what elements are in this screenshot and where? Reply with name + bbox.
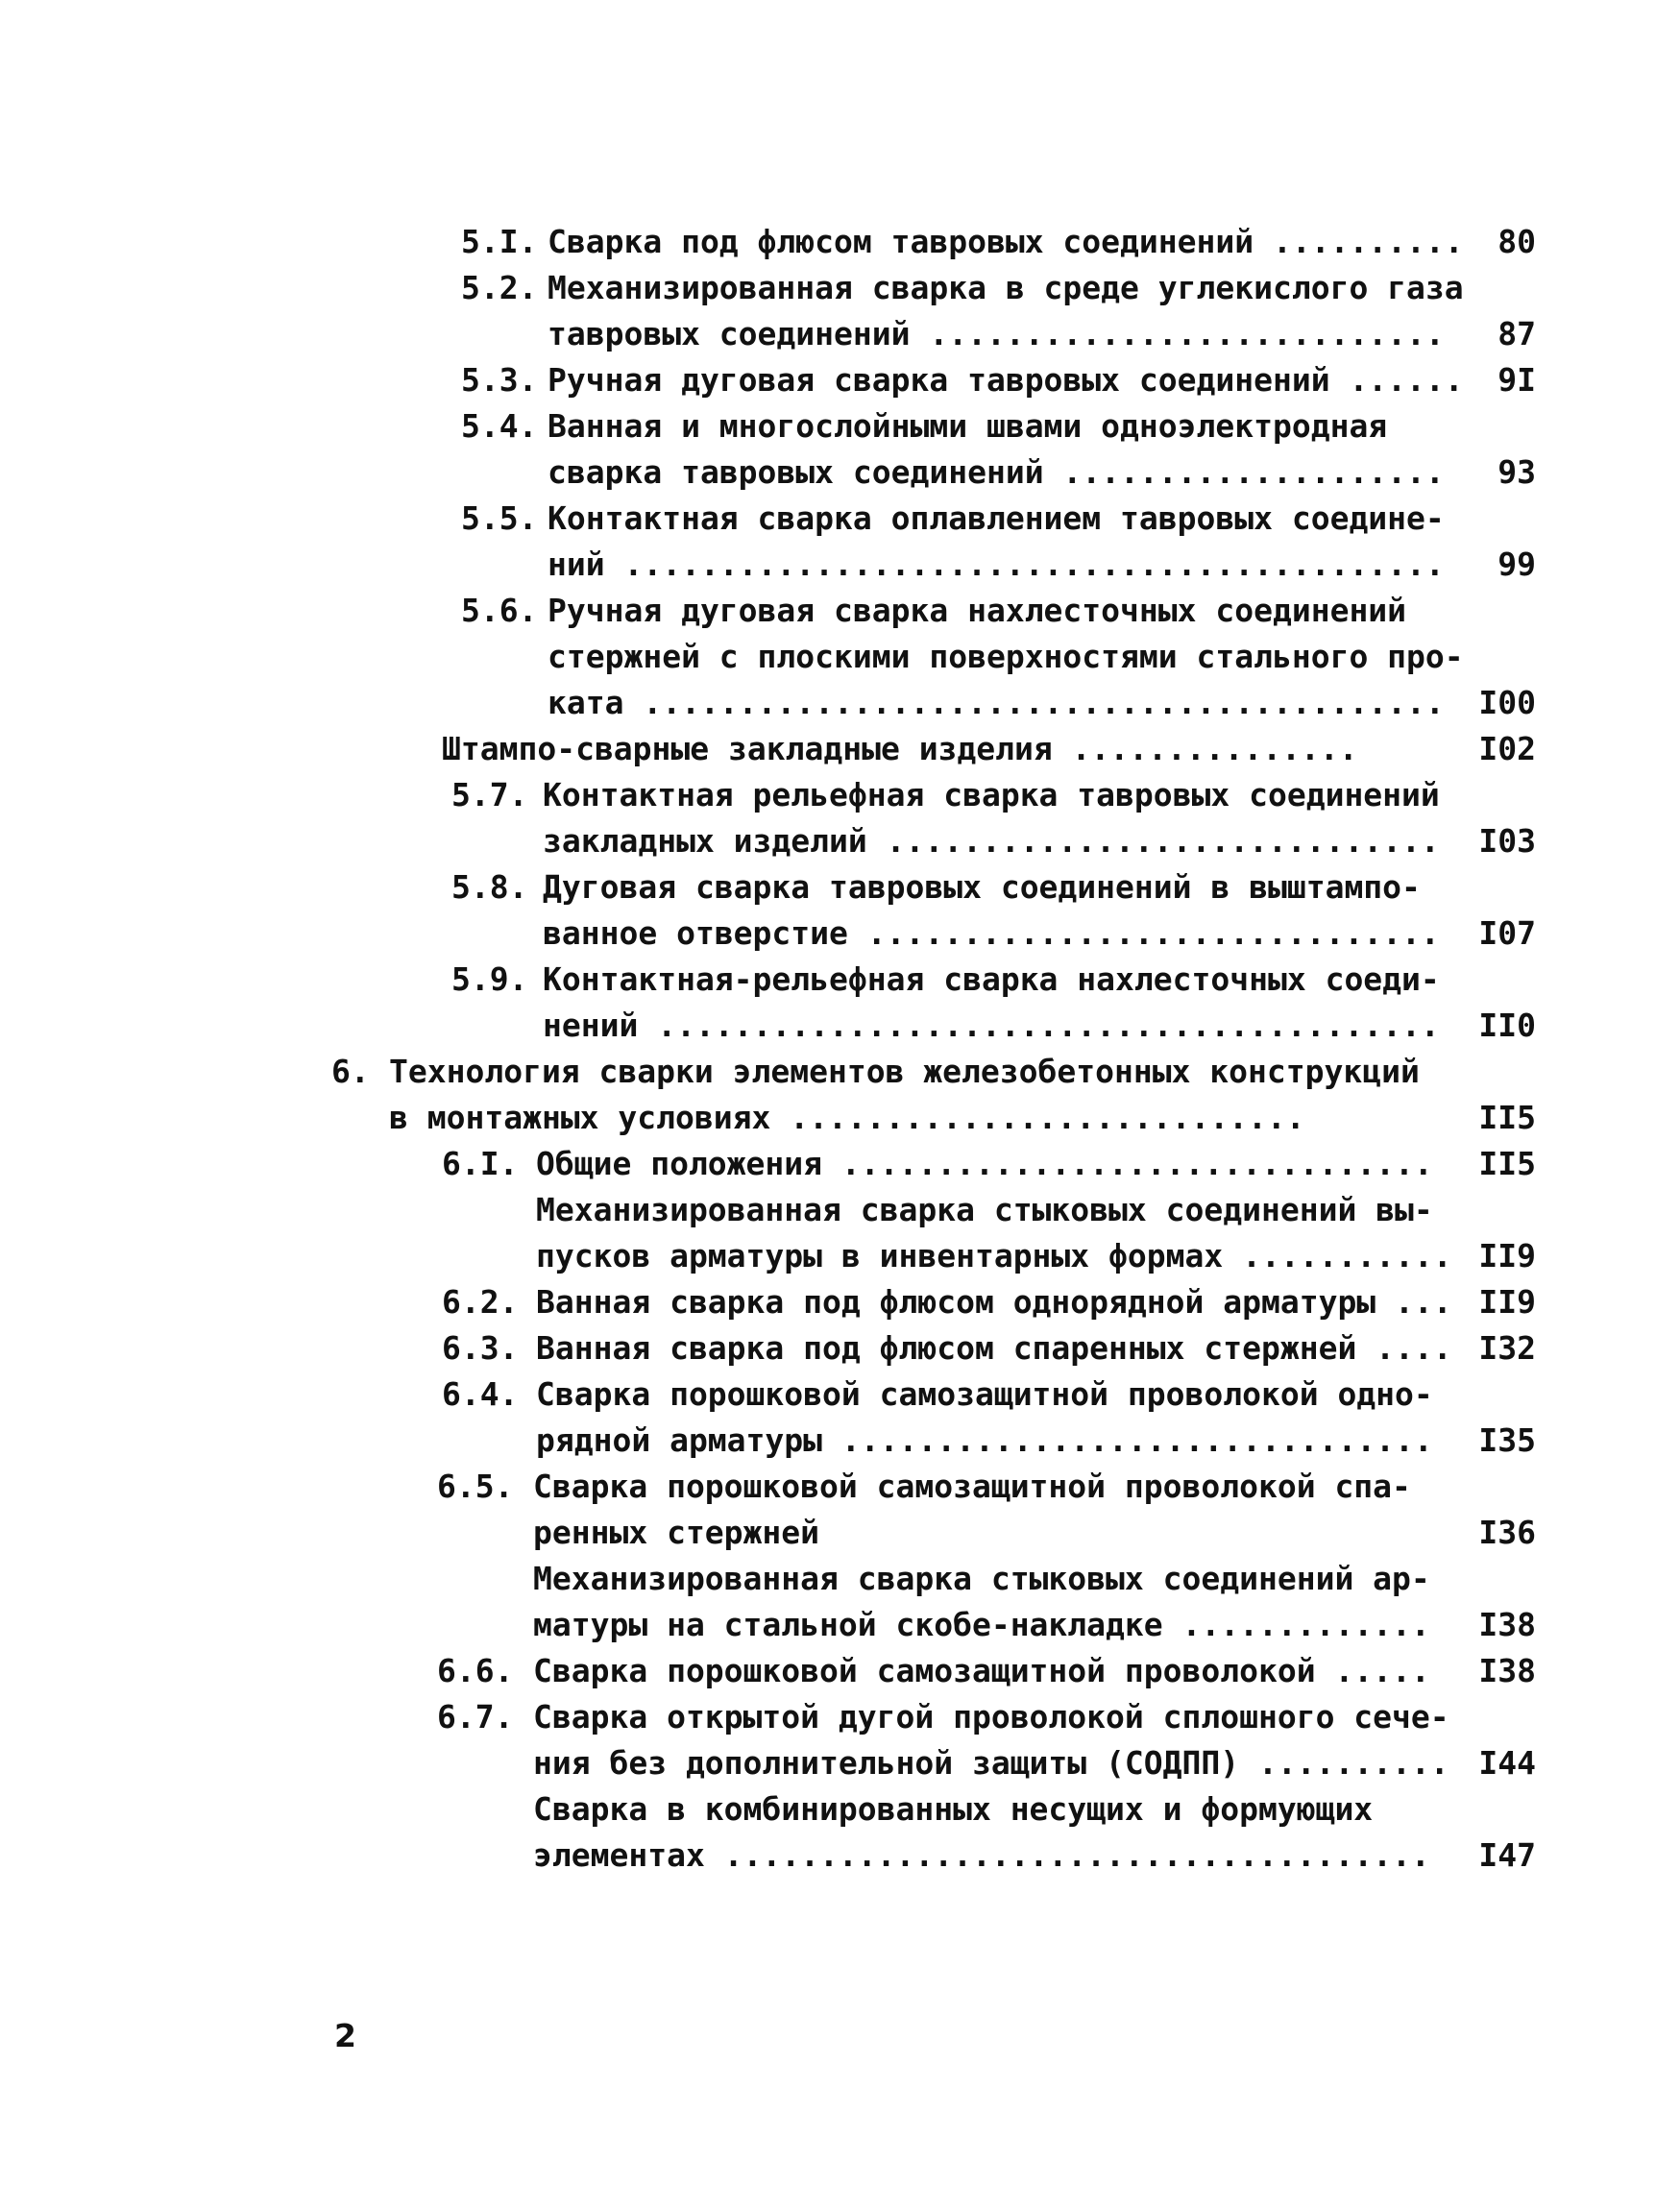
toc-entry-page: II9 (1478, 1283, 1536, 1321)
toc-entry-title: Ручная дуговая сварка тавровых соединений ...... (548, 361, 1464, 399)
toc-entry-number: 6.7. (437, 1698, 514, 1736)
toc-entry-number: 6. (331, 1053, 370, 1090)
toc-entry-title-continuation: стержней с плоскими поверхностями стального про- (548, 638, 1464, 675)
toc-entry-title: Ванная сварка под флюсом однорядной арматуры ... (536, 1283, 1452, 1321)
toc-entry-page: II5 (1478, 1145, 1536, 1182)
toc-entry-page: I36 (1478, 1514, 1536, 1551)
toc-entry-page: I02 (1478, 730, 1536, 767)
toc-entry-title-continuation: матуры на стальной скобе-накладке ............. (533, 1606, 1430, 1643)
toc-entry-title: Сварка под флюсом тавровых соединений .......... (548, 223, 1464, 260)
toc-entry-number: 6.3. (442, 1329, 519, 1367)
toc-entry-title-continuation: в монтажных условиях ........................... (389, 1099, 1305, 1136)
toc-entry-title: Сварка порошковой самозащитной проволокой спа- (533, 1468, 1411, 1505)
toc-entry-page: I38 (1478, 1606, 1536, 1643)
toc-entry-title: Контактная рельефная сварка тавровых соединений (543, 776, 1440, 813)
toc-entry-page: I35 (1478, 1421, 1536, 1459)
toc-entry-number: 5.9. (451, 960, 528, 998)
toc-entry-title: Контактная-рельефная сварка нахлесточных соеди- (543, 960, 1440, 998)
toc-entry-title-continuation: ванное отверстие .............................. (543, 914, 1440, 952)
toc-entry-page: I32 (1478, 1329, 1536, 1367)
toc-entry-page: 99 (1497, 546, 1536, 583)
toc-entry-title: Общие положения ............................... (536, 1145, 1433, 1182)
toc-entry-title: Технология сварки элементов железобетонных конструкций (389, 1053, 1420, 1090)
toc-entry-title-continuation: нений ......................................... (543, 1007, 1440, 1044)
toc-entry-page: II5 (1478, 1099, 1536, 1136)
toc-entry-page: II0 (1478, 1007, 1536, 1044)
toc-entry-title-continuation: ренных стержней (533, 1514, 820, 1551)
toc-entry-title: Сварка порошковой самозащитной проволокой ..... (533, 1652, 1430, 1689)
toc-entry-title: Штампо-сварные закладные изделия ............... (442, 730, 1358, 767)
toc-entry-title-continuation: закладных изделий ............................. (543, 822, 1440, 860)
toc-entry-title: Ванная сварка под флюсом спаренных стержней .... (536, 1329, 1452, 1367)
toc-entry-number: 6.2. (442, 1283, 519, 1321)
toc-entry-page: 9I (1497, 361, 1536, 399)
toc-entry-page: 93 (1497, 453, 1536, 491)
toc-entry-title-continuation: сварка тавровых соединений .................... (548, 453, 1445, 491)
toc-entry-title: Механизированная сварка стыковых соединений вы- (536, 1191, 1433, 1228)
toc-entry-page: I44 (1478, 1744, 1536, 1782)
toc-entry-number: 6.I. (442, 1145, 519, 1182)
toc-entry-page: I47 (1478, 1836, 1536, 1874)
toc-entry-page: 80 (1497, 223, 1536, 260)
toc-entry-number: 6.4. (442, 1375, 519, 1413)
toc-entry-number: 5.I. (461, 223, 538, 260)
toc-entry-title: Механизированная сварка в среде углекислого газа (548, 269, 1464, 306)
toc-entry-title-continuation: пусков арматуры в инвентарных формах ........... (536, 1237, 1452, 1274)
toc-entry-number: 5.4. (461, 407, 538, 445)
toc-entry-number: 5.3. (461, 361, 538, 399)
toc-entry-title: Ванная и многослойными швами одноэлектродная (548, 407, 1388, 445)
toc-entry-number: 5.6. (461, 592, 538, 629)
toc-entry-title: Контактная сварка оплавлением тавровых соедине- (548, 499, 1445, 537)
toc-entry-title-continuation: тавровых соединений ........................... (548, 315, 1445, 352)
toc-entry-title: Дуговая сварка тавровых соединений в выштампо- (543, 868, 1421, 906)
toc-entry-title: Ручная дуговая сварка нахлесточных соединений (548, 592, 1407, 629)
toc-entry-page: 87 (1497, 315, 1536, 352)
toc-entry-number: 5.2. (461, 269, 538, 306)
toc-entry-number: 5.8. (451, 868, 528, 906)
toc-entry-number: 6.5. (437, 1468, 514, 1505)
toc-entry-title: Сварка порошковой самозащитной проволокой одно- (536, 1375, 1433, 1413)
toc-entry-number: 6.6. (437, 1652, 514, 1689)
toc-entry-title-continuation: ния без дополнительной защиты (СОДПП) .......... (533, 1744, 1449, 1782)
toc-entry-title-continuation: ний ........................................... (548, 546, 1445, 583)
page-number: 2 (334, 2017, 356, 2054)
toc-entry-page: I00 (1478, 684, 1536, 721)
toc-entry-page: II9 (1478, 1237, 1536, 1274)
toc-entry-number: 5.7. (451, 776, 528, 813)
toc-entry-page: I03 (1478, 822, 1536, 860)
toc-entry-title: Механизированная сварка стыковых соединений ар- (533, 1560, 1430, 1597)
toc-entry-title-continuation: рядной арматуры ............................... (536, 1421, 1433, 1459)
toc-entry-title: Сварка открытой дугой проволокой сплошного сече- (533, 1698, 1449, 1736)
toc-entry-title-continuation: элементах ..................................... (533, 1836, 1430, 1874)
toc-entry-title-continuation: ката .......................................... (548, 684, 1445, 721)
toc-entry-number: 5.5. (461, 499, 538, 537)
toc-entry-page: I38 (1478, 1652, 1536, 1689)
toc-entry-page: I07 (1478, 914, 1536, 952)
toc-entry-title: Сварка в комбинированных несущих и формующих (533, 1790, 1374, 1828)
